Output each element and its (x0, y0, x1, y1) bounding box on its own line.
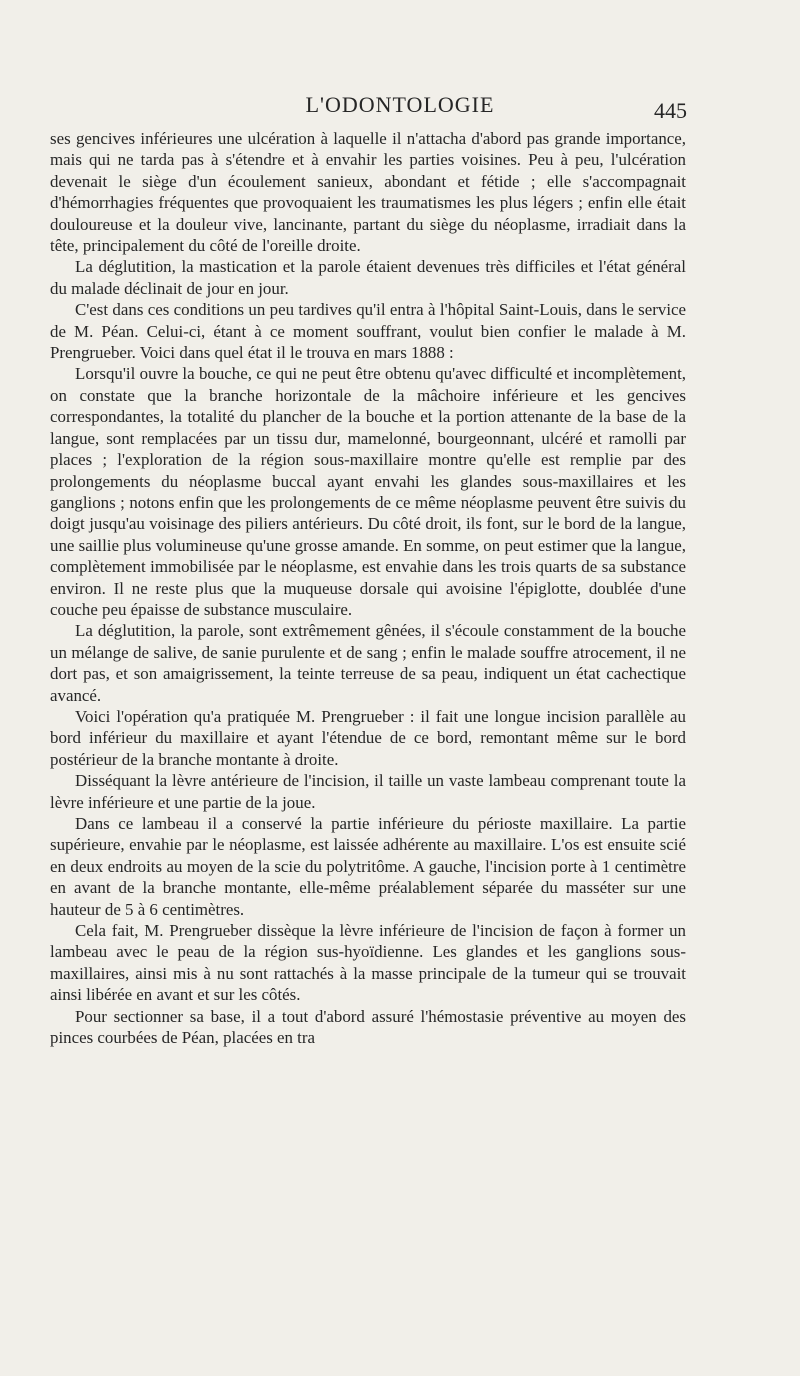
paragraph: Lorsqu'il ouvre la bouche, ce qui ne peut être obtenu qu'avec difficulté et incomplètement, on constate que la branche horizontale de la mâchoire inférieure et les gencives correspondantes, la totalité du plancher de la bouche et la portion attenante de la base de la langue, sont remplacées par un tissu dur, mamelonné, bourgeonnant, ulcéré et ramolli par places ; l'exploration de la région sous-maxillaire montre qu'elle est remplie par des prolongements du néoplasme buccal ayant envahi les glandes sous-maxillaires et les ganglions ; notons enfin que les prolongements de ce même néoplasme peuvent être suivis du doigt jusqu'au voisinage des piliers antérieurs. Du côté droit, ils font, sur le bord de la langue, une saillie plus volumineuse qu'une grosse amande. En somme, on peut estimer que la langue, complètement immobilisée par le néoplasme, est envahie dans les trois quarts de sa substance environ. Il ne reste plus que la muqueuse dorsale qui avoisine l'épiglotte, doublée d'une couche peu épaisse de substance musculaire. (50, 364, 686, 619)
paragraph: ses gencives inférieures une ulcération à laquelle il n'attacha d'abord pas grande importance, mais qui ne tarda pas à s'étendre et à envahir les parties voisines. Peu à peu, l'ulcération devenait le siège d'un écoulement sanieux, abondant et fétide ; elle s'accompagnait d'hémorrhagies fréquentes que provoquaient les traumatismes les plus légers ; enfin elle était douloureuse et la douleur vive, lancinante, partant du siège du néoplasme, irradiait dans la tête, principalement du côté de l'oreille droite. (50, 129, 686, 256)
body-text (50, 128, 686, 1048)
paragraph: La déglutition, la mastication et la parole étaient devenues très difficiles et l'état général du malade déclinait de jour en jour. (50, 257, 686, 298)
paragraph: Dans ce lambeau il a conservé la partie inférieure du périoste maxillaire. La partie supérieure, envahie par le néoplasme, est laissée adhérente au maxillaire. L'os est ensuite scié en deux endroits au moyen de la scie du polytritôme. A gauche, l'incision porte à 1 centimètre en avant de la branche montante, elle-même préalablement séparée du masséter sur une hauteur de 5 à 6 centimètres. (50, 814, 686, 919)
paragraph: La déglutition, la parole, sont extrêmement gênées, il s'écoule constamment de la bouche un mélange de salive, de sanie purulente et de sang ; enfin le malade souffre atrocement, il ne dort pas, et son amaigrissement, la teinte terreuse de sa peau, indiquent un état cachectique avancé. (50, 621, 686, 705)
paragraph: C'est dans ces conditions un peu tardives qu'il entra à l'hôpital Saint-Louis, dans le service de M. Péan. Celui-ci, étant à ce moment souffrant, voulut bien confier le malade à M. Prengrueber. Voici dans quel état il le trouva en mars 1888 : (50, 300, 686, 363)
paragraph: Pour sectionner sa base, il a tout d'abord assuré l'hémostasie préventive au moyen des pinces courbées de Péan, placées en tra (50, 1006, 686, 1048)
paragraph: Voici l'opération qu'a pratiquée M. Prengrueber : il fait une longue incision parallèle au bord inférieur du maxillaire et ayant l'étendue de ce bord, remontant même sur le bord postérieur de la branche montante à droite. (50, 706, 686, 769)
paragraph: Disséquant la lèvre antérieure de l'incision, il taille un vaste lambeau comprenant toute la lèvre inférieure et une partie de la joue. (50, 771, 686, 812)
paragraph: Cela fait, M. Prengrueber dissèque la lèvre inférieure de l'incision de façon à former un lambeau avec le peau de la région sus-hyoïdienne. Les glandes et les ganglions sous-maxillaires, ainsi mis à nu sont rattachés à la masse principale de la tumeur qui se trouvait ainsi libérée en avant et sur les côtés. (50, 921, 686, 1005)
running-head (0, 90, 800, 124)
page-number: 445 (654, 98, 687, 123)
running-title: L'ODONTOLOGIE (305, 92, 495, 117)
